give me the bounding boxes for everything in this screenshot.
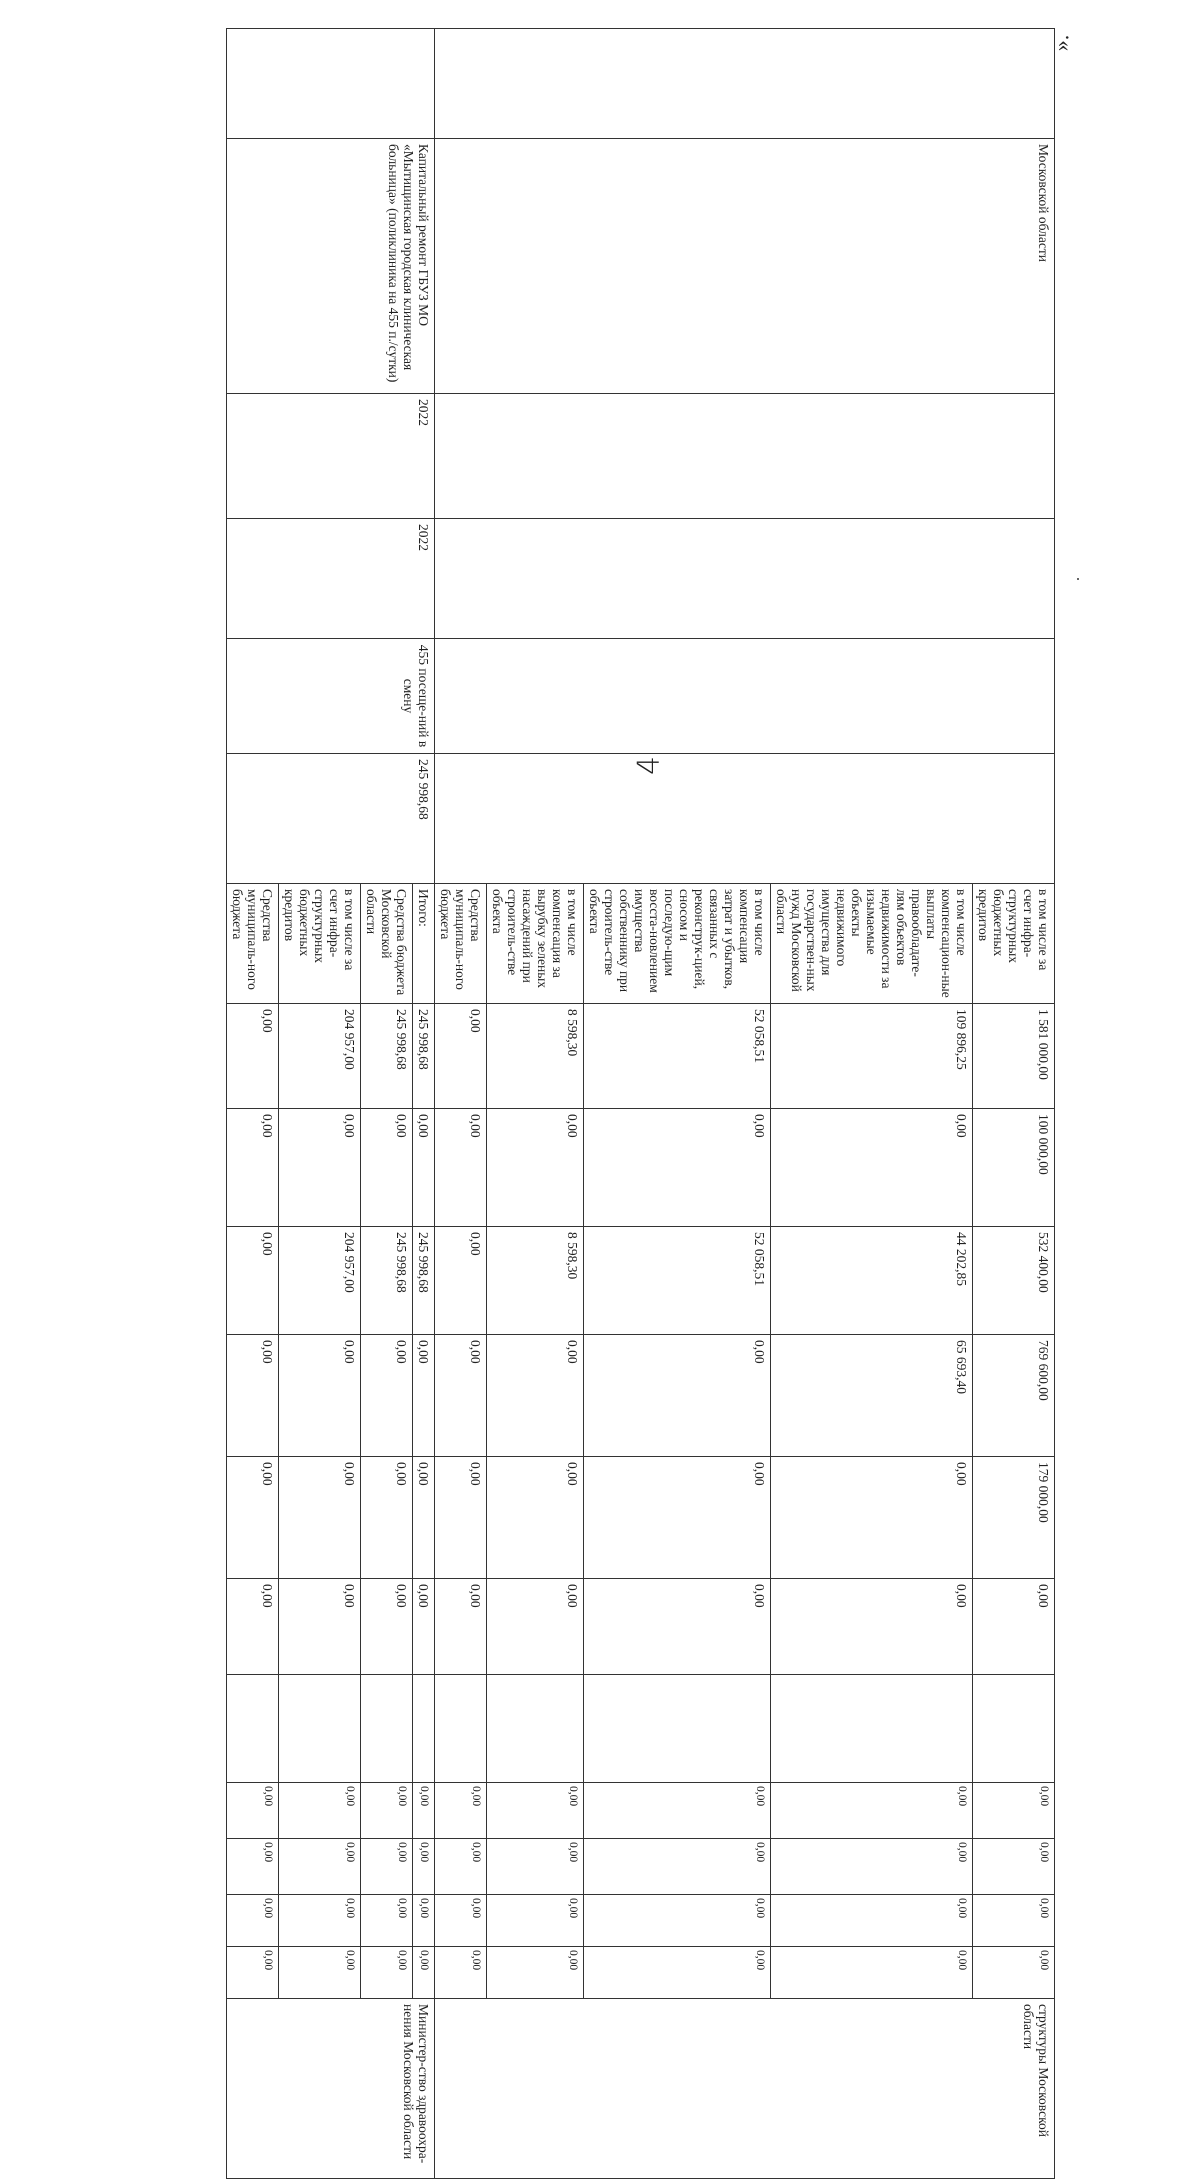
quarter-2-cell: 0,00 <box>435 1839 487 1895</box>
year-2021-cell: 532 400,00 <box>973 1227 1055 1335</box>
year-2020-cell: 0,00 <box>584 1109 771 1227</box>
year-2021-cell: 44 202,85 <box>771 1227 973 1335</box>
quarter-1-cell: 0,00 <box>227 1783 279 1839</box>
quarter-3-cell: 0,00 <box>487 1895 584 1947</box>
quarter-1-cell: 0,00 <box>771 1783 973 1839</box>
year-2024-cell: 0,00 <box>584 1579 771 1675</box>
quarter-4-cell: 0,00 <box>279 1947 361 1999</box>
year-2023-cell: 179 000,00 <box>973 1457 1055 1579</box>
quarter-2-cell: 0,00 <box>487 1839 584 1895</box>
year-2020-cell: 0,00 <box>771 1109 973 1227</box>
year-2021-cell: 52 058,51 <box>584 1227 771 1335</box>
year-2023-cell: 0,00 <box>435 1457 487 1579</box>
source-cell: в том числе за счет инфра-структурных бюджетных кредитов <box>973 884 1055 1004</box>
quarter-1-cell: 0,00 <box>435 1783 487 1839</box>
extra-cell <box>487 1675 584 1783</box>
quarter-4-cell: 0,00 <box>487 1947 584 1999</box>
year-2022-cell: 65 693,40 <box>771 1335 973 1457</box>
row-number-cell <box>435 29 1055 139</box>
total-cell: 245 998,68 <box>361 1004 413 1109</box>
extra-cell <box>435 1675 487 1783</box>
extra-cell <box>771 1675 973 1783</box>
quarter-1-cell: 0,00 <box>361 1783 413 1839</box>
quarter-1-cell: 0,00 <box>584 1783 771 1839</box>
quarter-3-cell: 0,00 <box>413 1895 435 1947</box>
quarter-2-cell: 0,00 <box>973 1839 1055 1895</box>
quarter-3-cell: 0,00 <box>279 1895 361 1947</box>
quarter-2-cell: 0,00 <box>413 1839 435 1895</box>
year-2023-cell: 0,00 <box>771 1457 973 1579</box>
year-2020-cell: 0,00 <box>279 1109 361 1227</box>
limit-cell <box>435 754 1055 884</box>
quarter-4-cell: 0,00 <box>227 1947 279 1999</box>
quarter-4-cell: 0,00 <box>361 1947 413 1999</box>
year-2022-cell: 0,00 <box>487 1335 584 1457</box>
responsible-cell: Министер-ство здравоохра-нения Московской области <box>227 1999 435 2179</box>
quarter-2-cell: 0,00 <box>771 1839 973 1895</box>
year-2023-cell: 0,00 <box>487 1457 584 1579</box>
year-2024-cell: 0,00 <box>973 1579 1055 1675</box>
year-2023-cell: 0,00 <box>279 1457 361 1579</box>
quarter-4-cell: 0,00 <box>584 1947 771 1999</box>
quarter-1-cell: 0,00 <box>413 1783 435 1839</box>
extra-cell <box>279 1675 361 1783</box>
year-2021-cell: 8 598,30 <box>487 1227 584 1335</box>
year-2024-cell: 0,00 <box>227 1579 279 1675</box>
total-cell: 8 598,30 <box>487 1004 584 1109</box>
table-row <box>973 29 1055 2179</box>
quarter-2-cell: 0,00 <box>361 1839 413 1895</box>
rotated-table-wrapper <box>103 28 1055 2164</box>
quarter-2-cell: 0,00 <box>584 1839 771 1895</box>
source-cell: Итого: <box>413 884 435 1004</box>
closing-quote-mark: ». <box>1048 34 1074 52</box>
source-cell: Средства муниципаль-ного бюджета <box>227 884 279 1004</box>
total-cell: 204 957,00 <box>279 1004 361 1109</box>
year-2020-cell: 0,00 <box>487 1109 584 1227</box>
year-2022-cell: 769 600,00 <box>973 1335 1055 1457</box>
source-cell: в том числе компенсация за вырубку зеленых насаждений при строитель-стве объекта <box>487 884 584 1004</box>
year-2023-cell: 0,00 <box>413 1457 435 1579</box>
quarter-3-cell: 0,00 <box>584 1895 771 1947</box>
quarter-4-cell: 0,00 <box>973 1947 1055 1999</box>
quarter-1-cell: 0,00 <box>279 1783 361 1839</box>
year-2020-cell: 100 000,00 <box>973 1109 1055 1227</box>
year-2023-cell: 0,00 <box>227 1457 279 1579</box>
quarter-2-cell: 0,00 <box>279 1839 361 1895</box>
year-2022-cell: 0,00 <box>435 1335 487 1457</box>
total-cell: 109 896,25 <box>771 1004 973 1109</box>
extra-cell <box>227 1675 279 1783</box>
quarter-3-cell: 0,00 <box>973 1895 1055 1947</box>
row-number-cell <box>227 29 435 139</box>
quarter-3-cell: 0,00 <box>435 1895 487 1947</box>
page-number: 4 <box>632 755 668 776</box>
source-cell: в том числе за счет инфра-структурных бюджетных кредитов <box>279 884 361 1004</box>
limit-cell: 245 998,68 <box>227 754 435 884</box>
year-2022-cell: 0,00 <box>413 1335 435 1457</box>
object-name-cell: Московской области <box>435 139 1055 394</box>
quarter-1-cell: 0,00 <box>973 1783 1055 1839</box>
financing-table <box>226 28 1055 2179</box>
table-row <box>413 29 435 2179</box>
year-2023-cell: 0,00 <box>361 1457 413 1579</box>
year-2020-cell: 0,00 <box>413 1109 435 1227</box>
total-cell: 0,00 <box>435 1004 487 1109</box>
start-year-cell <box>435 394 1055 519</box>
source-cell: в том числе компенсация затрат и убытков, связанных с реконструк-цией, сносом и последую-щим восста-новлением имущества собственнику при строитель-стве объекта <box>584 884 771 1004</box>
extra-cell <box>413 1675 435 1783</box>
year-2024-cell: 0,00 <box>435 1579 487 1675</box>
year-2020-cell: 0,00 <box>361 1109 413 1227</box>
year-2024-cell: 0,00 <box>279 1579 361 1675</box>
total-cell: 0,00 <box>227 1004 279 1109</box>
quarter-1-cell: 0,00 <box>487 1783 584 1839</box>
source-cell: в том числе компенсацион-ные выплаты правообладате-лям объектов недвижимости за изымаемые объекты недвижимого имущества для государствен-ных нужд Московской области <box>771 884 973 1004</box>
year-2020-cell: 0,00 <box>435 1109 487 1227</box>
start-year-cell: 2022 <box>227 394 435 519</box>
year-2024-cell: 0,00 <box>487 1579 584 1675</box>
total-cell: 52 058,51 <box>584 1004 771 1109</box>
year-2022-cell: 0,00 <box>279 1335 361 1457</box>
year-2023-cell: 0,00 <box>584 1457 771 1579</box>
quarter-3-cell: 0,00 <box>227 1895 279 1947</box>
extra-cell <box>973 1675 1055 1783</box>
year-2024-cell: 0,00 <box>413 1579 435 1675</box>
extra-cell <box>584 1675 771 1783</box>
year-2022-cell: 0,00 <box>584 1335 771 1457</box>
scan-speck <box>1077 578 1079 580</box>
extra-cell <box>361 1675 413 1783</box>
year-2021-cell: 204 957,00 <box>279 1227 361 1335</box>
year-2022-cell: 0,00 <box>227 1335 279 1457</box>
year-2021-cell: 0,00 <box>227 1227 279 1335</box>
quarter-4-cell: 0,00 <box>771 1947 973 1999</box>
quarter-3-cell: 0,00 <box>361 1895 413 1947</box>
quarter-3-cell: 0,00 <box>771 1895 973 1947</box>
year-2024-cell: 0,00 <box>361 1579 413 1675</box>
responsible-cell: структуры Московской области <box>435 1999 1055 2179</box>
quarter-2-cell: 0,00 <box>227 1839 279 1895</box>
total-cell: 1 581 000,00 <box>973 1004 1055 1109</box>
year-2024-cell: 0,00 <box>771 1579 973 1675</box>
year-2021-cell: 245 998,68 <box>361 1227 413 1335</box>
year-2020-cell: 0,00 <box>227 1109 279 1227</box>
year-2022-cell: 0,00 <box>361 1335 413 1457</box>
quarter-4-cell: 0,00 <box>435 1947 487 1999</box>
quarter-4-cell: 0,00 <box>413 1947 435 1999</box>
object-name-cell: Капитальный ремонт ГБУЗ МО «Мытищинская городская клиническая больница» (поликлиника на 455 п./сутки) <box>227 139 435 394</box>
year-2021-cell: 0,00 <box>435 1227 487 1335</box>
end-year-cell <box>435 519 1055 639</box>
total-cell: 245 998,68 <box>413 1004 435 1109</box>
end-year-cell: 2022 <box>227 519 435 639</box>
year-2021-cell: 245 998,68 <box>413 1227 435 1335</box>
source-cell: Средства муниципаль-ного бюджета <box>435 884 487 1004</box>
capacity-cell: 455 посеще-ний в смену <box>227 639 435 754</box>
source-cell: Средства бюджета Московской области <box>361 884 413 1004</box>
capacity-cell <box>435 639 1055 754</box>
